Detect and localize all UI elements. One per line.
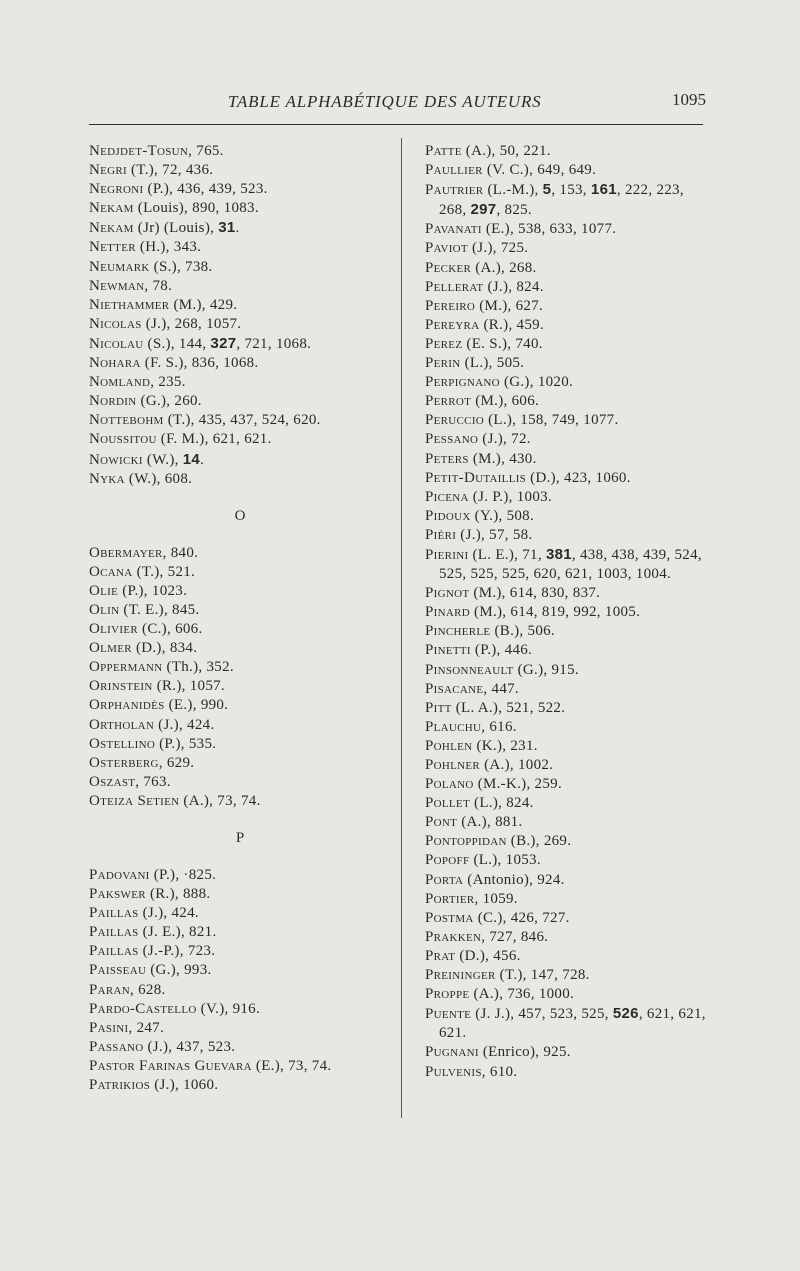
author-name: Peters [425, 450, 469, 467]
index-entry [425, 239, 710, 258]
index-entry [89, 866, 391, 885]
page-refs: (E. S.), 740. [462, 335, 543, 352]
page-refs: (P.), 446. [470, 642, 533, 659]
author-name: Olivier [89, 621, 138, 638]
page-refs: (A.), 736, 1000. [469, 986, 575, 1003]
author-name: Pidoux [425, 507, 471, 524]
author-name: Neumark [89, 258, 150, 275]
page-refs: (E.), 73, 74. [251, 1057, 332, 1074]
page-refs: (R.), 1057. [152, 678, 225, 695]
page-refs: (P.), 436, 439, 523. [143, 181, 268, 198]
index-entry [89, 411, 391, 430]
index-entry [425, 450, 710, 469]
author-name: Petit-Dutaillis [425, 469, 527, 486]
page-refs: (W.), [142, 451, 183, 468]
page-refs: (J.), 824. [483, 278, 544, 295]
header-rule [89, 124, 703, 125]
page-refs: (T.), 435, 437, 524, 620. [163, 412, 321, 429]
index-entry [425, 411, 710, 430]
page-refs: (M.), 606. [471, 393, 540, 410]
index-entry [425, 180, 710, 220]
bold-page-ref: 161 [590, 181, 617, 199]
index-entry [425, 928, 710, 947]
author-name: Pasini, [89, 1019, 133, 1036]
index-entry [89, 315, 391, 334]
author-name: Niethammer [89, 296, 170, 313]
index-entry [89, 373, 391, 392]
section-letter-p: P [235, 830, 245, 846]
page-refs: (W.), 608. [124, 470, 193, 487]
page-refs: 447. [487, 680, 519, 697]
page-refs: (M.-K.), 259. [473, 776, 562, 793]
index-entry [425, 661, 710, 680]
index-entry [425, 794, 710, 813]
author-name: Nowicki [89, 451, 143, 468]
page-refs: . [200, 451, 205, 468]
page-refs: (B.), 506. [490, 623, 555, 640]
index-entry [425, 278, 710, 297]
index-entry [425, 947, 710, 966]
section-letter-o: O [234, 507, 246, 524]
page-refs: (A.), 50, 221. [461, 143, 551, 159]
author-name: Pierini [425, 546, 469, 563]
page-refs: , 721, 1068. [236, 335, 312, 352]
page-refs: (V.), 916. [196, 1000, 261, 1017]
author-name: Pincherle [425, 623, 491, 640]
page-refs: (A.), 1002. [480, 757, 554, 773]
index-entry [89, 1057, 391, 1076]
author-name: Picena [425, 488, 469, 505]
index-entry [425, 832, 710, 851]
index-entry [89, 296, 391, 315]
index-entry [89, 696, 391, 715]
author-name: Paisseau [89, 962, 147, 979]
index-entry [89, 942, 391, 961]
author-name: Passano [89, 1038, 144, 1055]
page-refs: (J.), 268, 1057. [141, 315, 242, 332]
index-entry [425, 775, 710, 794]
page-refs: 610. [485, 1063, 518, 1080]
page-refs: (P.), ·825. [149, 867, 217, 883]
page-refs: (L.), 505. [460, 355, 525, 372]
author-name: Peruccio [425, 412, 485, 429]
index-entry [89, 334, 391, 354]
page-refs: (V. C.), 649, 649. [482, 162, 597, 179]
index-entry [425, 392, 710, 411]
author-name: Obermayer, [89, 544, 167, 561]
page-refs: (K.), 231. [472, 737, 538, 754]
page-refs: (J.), 1060. [150, 1077, 219, 1094]
author-name: Paullier [425, 162, 483, 179]
page-refs: (T.), 72, 436. [127, 162, 214, 179]
author-name: Pontoppidan [425, 833, 507, 850]
author-name: Paran, [89, 981, 135, 998]
author-name: Pohlen [425, 737, 473, 754]
author-name: Polano [425, 776, 474, 793]
index-entry [425, 584, 710, 603]
author-name: Olin [89, 601, 120, 618]
author-name: Nekam [89, 220, 134, 237]
author-name: Noussitou [89, 431, 157, 448]
index-entry [89, 885, 391, 904]
author-name: Pardo-Castello [89, 1000, 197, 1017]
index-entry [89, 601, 391, 620]
page-refs: (T.), 147, 728. [495, 967, 590, 984]
index-entry [425, 488, 710, 507]
index-entry [425, 851, 710, 870]
author-name: Perpignano [425, 374, 500, 391]
bold-page-ref: 31 [218, 219, 236, 237]
page-refs: (F. M.), 621, 621. [156, 431, 272, 448]
author-name: Pereiro [425, 297, 476, 314]
index-entry [425, 737, 710, 756]
page-refs: (Antonio), 924. [463, 871, 565, 888]
page-refs: (S.), 738. [149, 258, 213, 275]
page-refs: 629. [162, 754, 195, 771]
bold-page-ref: 14 [182, 450, 201, 468]
author-name: Nottebohm [89, 412, 164, 429]
index-entry [89, 582, 391, 601]
index-entry [89, 904, 391, 923]
index-entry [425, 354, 710, 373]
page-refs: , 222, 223, 268, [439, 182, 684, 219]
bold-page-ref: 297 [470, 201, 497, 219]
page-refs: (J.), 424. [138, 905, 199, 922]
page-number: 1095 [672, 90, 706, 109]
index-entry [89, 161, 391, 180]
author-name: Proppe [425, 986, 470, 1003]
page-refs: (E.), 538, 633, 1077. [481, 221, 617, 238]
index-entry [425, 985, 710, 1004]
index-entry [425, 507, 710, 526]
page-refs: (B.), 269. [506, 833, 572, 850]
index-entry [89, 773, 391, 792]
page-refs: 78. [148, 277, 173, 294]
page-refs: (L.), 158, 749, 1077. [484, 412, 619, 429]
index-entry [425, 161, 710, 180]
index-entry [89, 923, 391, 942]
index-entry [425, 871, 710, 890]
author-name: Perin [425, 355, 461, 372]
author-name: Ostellino [89, 735, 156, 752]
page-refs: (L. E.), 71, [468, 546, 546, 563]
index-entry [89, 754, 391, 773]
index-entry [425, 718, 710, 737]
page-refs: (E.), 990. [164, 697, 229, 714]
index-entry [89, 470, 391, 489]
author-name: Preininger [425, 967, 496, 984]
page-refs: (J.), 57, 58. [456, 526, 533, 543]
author-name: Ocana [89, 563, 133, 580]
author-name: Padovani [89, 867, 150, 883]
author-name: Oszast, [89, 773, 140, 790]
author-name: Pinard [425, 604, 470, 621]
page-refs: (J.), 424. [154, 716, 215, 733]
index-entry [89, 238, 391, 257]
page-refs: , 153, [551, 182, 591, 199]
author-name: Piéri [425, 526, 457, 543]
index-entry [425, 430, 710, 449]
page-refs: 247. [132, 1019, 165, 1036]
page-refs: (M.), 429. [169, 296, 238, 313]
column-divider [401, 138, 402, 1118]
bold-page-ref: 381 [545, 545, 572, 563]
author-name: Pinsonneault [425, 661, 514, 678]
index-entry [425, 641, 710, 660]
index-entry [425, 316, 710, 335]
index-entry [89, 199, 391, 218]
author-name: Orinstein [89, 678, 153, 695]
n-entries [89, 142, 391, 489]
bold-page-ref: 526 [612, 1005, 639, 1023]
page-refs: (L. A.), 521, 522. [451, 699, 566, 716]
index-entry [89, 563, 391, 582]
page-refs: (M.), 614, 830, 837. [469, 585, 601, 602]
author-name: Pellerat [425, 278, 484, 295]
page-refs: (G.), 915. [513, 661, 579, 678]
author-name: Patrikios [89, 1077, 151, 1094]
page-refs: (J.), 72. [478, 431, 531, 448]
page-refs: (J.), 725. [467, 240, 529, 257]
index-entry [425, 373, 710, 392]
index-entry [425, 966, 710, 985]
page-refs: (Louis), 890, 1083. [133, 200, 259, 217]
index-entry [425, 469, 710, 488]
index-entry [425, 622, 710, 641]
author-name: Oppermann [89, 659, 163, 676]
right-column [425, 142, 710, 1082]
page-refs: (A.), 73, 74. [179, 792, 261, 809]
author-name: Pessano [425, 431, 479, 448]
page-refs: (F. S.), 836, 1068. [140, 355, 259, 372]
author-name: Pautrier [425, 182, 484, 199]
page-refs: (S.), 144, [143, 335, 211, 352]
author-name: Patte [425, 143, 462, 159]
author-name: Paviot [425, 240, 468, 257]
author-name: Netter [89, 239, 136, 256]
index-entry [89, 392, 391, 411]
author-name: Pont [425, 814, 458, 831]
author-name: Portier, [425, 890, 479, 907]
author-name: Olie [89, 582, 119, 599]
index-entry [425, 699, 710, 718]
page-refs: , 825. [496, 202, 532, 219]
index-entry [89, 716, 391, 735]
author-name: Prakken, [425, 928, 486, 945]
index-entry [89, 792, 391, 811]
author-name: Orphanidès [89, 697, 165, 714]
index-entry [89, 981, 391, 1000]
page-refs: (J. E.), 821. [138, 924, 217, 941]
index-entry [425, 1043, 710, 1062]
author-name: Postma [425, 909, 474, 926]
p-entries [89, 866, 391, 1095]
author-name: Pereyra [425, 316, 480, 333]
index-entry [425, 142, 710, 161]
author-name: Pastor Farinas Guevara [89, 1057, 252, 1074]
page-refs: (C.), 426, 727. [473, 909, 570, 926]
author-name: Newman, [89, 277, 149, 294]
author-name: Nohara [89, 355, 141, 372]
page-refs: 765. [192, 143, 224, 159]
page-refs: (L.), 1053. [469, 852, 541, 869]
page-refs: (Jr) (Louis), [133, 220, 219, 237]
page-refs: (P.), 1023. [118, 582, 188, 599]
author-name: Nyka [89, 470, 125, 487]
index-entry [425, 545, 710, 584]
author-name: Pinetti [425, 642, 471, 659]
author-name: Puente [425, 1006, 472, 1023]
index-entry [89, 450, 391, 470]
author-name: Porta [425, 871, 464, 888]
index-entry [89, 180, 391, 199]
author-name: Prat [425, 947, 456, 964]
index-entry [89, 258, 391, 277]
index-entry [89, 677, 391, 696]
page-refs: (A.), 881. [457, 814, 523, 831]
index-entry [89, 1000, 391, 1019]
index-entry [425, 1004, 710, 1043]
page-refs: (A.), 268. [471, 259, 537, 276]
author-name: Popoff [425, 852, 470, 869]
index-entry [425, 813, 710, 832]
author-name: Perrot [425, 393, 472, 410]
page-refs: (G.), 260. [136, 393, 202, 410]
index-entry [425, 1063, 710, 1082]
page-refs: (G.), 1020. [499, 374, 574, 391]
page-refs: (J. P.), 1003. [468, 488, 553, 505]
author-name: Osterberg, [89, 754, 163, 771]
right-entries [425, 142, 710, 1082]
page-refs: (T.), 521. [132, 563, 196, 580]
index-entry [425, 890, 710, 909]
index-entry [89, 1019, 391, 1038]
author-name: Nekam [89, 200, 134, 217]
index-entry [89, 1038, 391, 1057]
page-refs: (Th.), 352. [162, 659, 234, 676]
bold-page-ref: 5 [542, 181, 552, 199]
page-refs: 628. [134, 981, 166, 998]
author-name: Paillas [89, 943, 139, 960]
author-name: Perez [425, 335, 463, 352]
author-name: Pisacane, [425, 680, 488, 697]
index-entry [89, 544, 391, 563]
author-name: Pavanati [425, 221, 482, 238]
page-refs: 840. [166, 544, 199, 561]
running-title: TABLE ALPHABÉTIQUE DES AUTEURS [228, 92, 542, 111]
page-refs: (T. E.), 845. [119, 601, 200, 618]
index-entry [89, 620, 391, 639]
page-refs: (P.), 535. [155, 735, 217, 752]
author-name: Pulvenis, [425, 1063, 486, 1080]
author-name: Nomland, [89, 374, 155, 391]
author-name: Pitt [425, 699, 452, 716]
page-refs: 1059. [478, 890, 518, 907]
page-refs: (J. J.), 457, 523, 525, [471, 1006, 613, 1023]
index-entry [425, 259, 710, 278]
page-refs: (D.), 423, 1060. [526, 469, 631, 486]
page-refs: 235. [154, 374, 186, 391]
page-refs: (G.), 993. [146, 962, 212, 979]
page-refs: (Y.), 508. [470, 507, 535, 524]
index-entry [425, 680, 710, 699]
author-name: Pecker [425, 259, 472, 276]
index-entry [89, 961, 391, 980]
page-refs: (L.-M.), [483, 182, 543, 199]
page-refs: 727, 846. [485, 928, 549, 945]
author-name: Pugnani [425, 1044, 479, 1061]
author-name: Nicolas [89, 315, 142, 332]
page-refs: (M.), 430. [468, 450, 537, 467]
page-refs: , 438, 438, 439, 524, 525, 525, 525, 620, 621, 1003, 1004. [439, 546, 702, 583]
author-name: Pignot [425, 585, 470, 602]
page-refs: (D.), 456. [455, 947, 521, 964]
index-entry [425, 909, 710, 928]
index-entry [89, 354, 391, 373]
author-name: Pakswer [89, 886, 146, 903]
index-entry [89, 639, 391, 658]
index-entry [425, 603, 710, 622]
o-entries [89, 544, 391, 811]
left-column [89, 142, 391, 1095]
author-name: Nedjdet-Tosun, [89, 143, 193, 159]
page-refs: (R.), 459. [479, 316, 544, 333]
index-entry [425, 297, 710, 316]
index-entry [425, 526, 710, 545]
author-name: Nordin [89, 393, 137, 410]
page-refs: , 621, 621, 621. [439, 1006, 706, 1042]
author-name: Ortholan [89, 716, 155, 733]
page-refs: (L.), 824. [469, 795, 534, 812]
index-entry [89, 277, 391, 296]
page-refs: (C.), 606. [137, 621, 203, 638]
author-name: Negroni [89, 181, 144, 198]
author-name: Pollet [425, 795, 470, 812]
bold-page-ref: 327 [210, 334, 237, 352]
index-entry [425, 335, 710, 354]
index-entry [89, 142, 391, 161]
index-entry [89, 218, 391, 238]
author-name: Oteiza Setien [89, 792, 180, 809]
author-name: Paillas [89, 924, 139, 941]
page-refs: (H.), 343. [135, 239, 202, 256]
author-name: Pohlner [425, 757, 481, 773]
index-entry [89, 1076, 391, 1095]
page-refs: (J.-P.), 723. [138, 943, 216, 960]
index-entry [425, 220, 710, 239]
author-name: Paillas [89, 905, 139, 922]
page-refs: 763. [139, 773, 171, 790]
page-refs: (D.), 834. [131, 640, 198, 657]
author-name: Nicolau [89, 335, 144, 352]
index-entry [89, 658, 391, 677]
page-refs: (Enrico), 925. [478, 1044, 571, 1061]
page-refs: 616. [485, 718, 517, 735]
page-refs: (J.), 437, 523. [143, 1038, 236, 1055]
page-refs: (M.), 614, 819, 992, 1005. [469, 604, 641, 621]
index-entry [425, 756, 710, 775]
author-name: Plauchu, [425, 718, 486, 735]
author-name: Olmer [89, 640, 132, 657]
page-refs: (R.), 888. [145, 886, 211, 903]
page-refs: . [235, 220, 240, 237]
index-entry [89, 430, 391, 449]
page-refs: (M.), 627. [475, 297, 544, 314]
author-name: Negri [89, 162, 127, 179]
index-entry [89, 735, 391, 754]
